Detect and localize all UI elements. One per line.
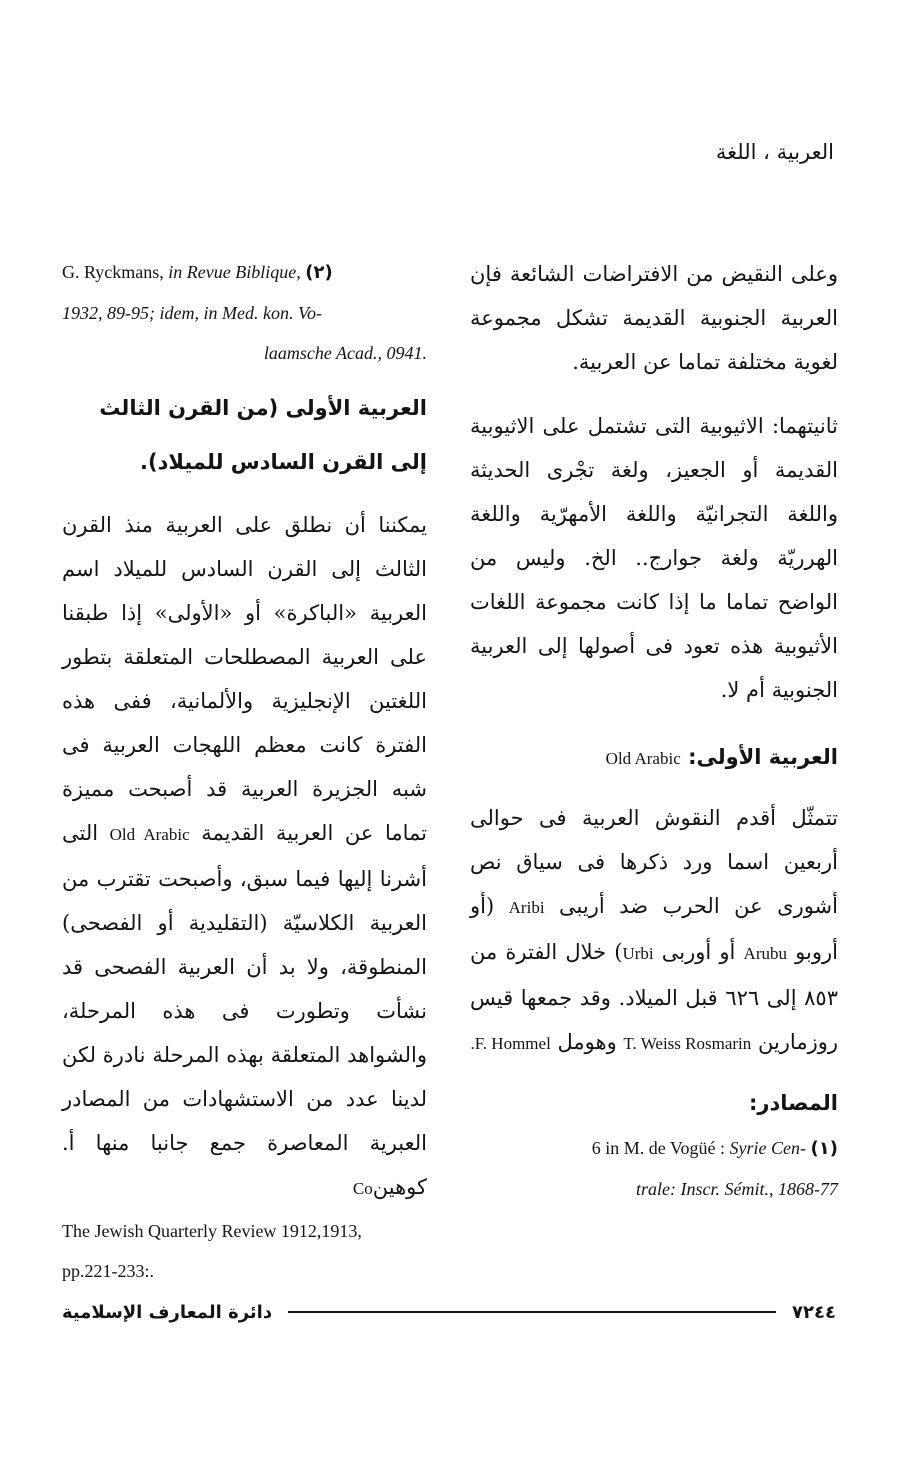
- term-english: Arubu: [743, 944, 787, 963]
- text-run: أو أوربى: [661, 940, 736, 964]
- section-heading: العربية الأولى (من القرن الثالث إلى القرن السادس للميلاد).: [99, 396, 427, 474]
- term-english: Co: [352, 1179, 373, 1198]
- heading-english: Old Arabic: [605, 749, 681, 768]
- text-run: تتمثّل أقدم النقوش العربية فى حوالى أربعين اسما ورد ذكرها فى سياق نص أشورى عن الحرب ضد أريبى: [470, 806, 838, 918]
- text-run: ) خلال الفترة من ٨٥٣ إلى ٦٢٦ قبل الميلاد. وقد جمعها قيس روزمارين: [470, 940, 838, 1054]
- reference-line: pp.221-233:.: [62, 1261, 154, 1281]
- heading-arabic: العربية الأولى:: [688, 745, 838, 769]
- sources-heading: المصادر:: [748, 1091, 838, 1115]
- paragraph: ثانيتهما: الاثيوبية التى تشتمل على الاثيوبية القديمة أو الجعيز، ولغة تجْرى الحديثة واللغة التجرانيّة واللغة الأمهرّية واللغة الهرريّة ولغة جوارج.. الخ. وليس من الواضح تماما ما إذا كانت مجموعة اللغات الأثيوبية هذه تعود فى أصولها إلى العربية الجنوبية أم لا.: [470, 414, 838, 702]
- paragraph: [62, 503, 427, 1211]
- section-heading: [470, 732, 838, 784]
- term-english: Aribi: [508, 898, 545, 917]
- term-english: F. Hommel.: [470, 1034, 551, 1053]
- footnote-citation: G. Ryckmans,: [62, 262, 169, 282]
- footnote-title: in Revue Biblique,: [168, 262, 301, 282]
- footnote-continuation: laamsche Acad., 0941.: [263, 343, 427, 363]
- page-footer: [62, 1297, 836, 1327]
- term-english: T. Weiss Rosmarin: [623, 1034, 752, 1053]
- publication-title: دائرة المعارف الإسلامية: [62, 1301, 273, 1323]
- footnote-number: (٢): [305, 262, 333, 283]
- footnote-title: Syrie Cen-: [729, 1138, 807, 1158]
- footnote-continuation: trale: Inscr. Sémit., 1868-77: [636, 1179, 838, 1199]
- footnote: [470, 1128, 838, 1169]
- footnote-citation: 6 in M. de Vogüé :: [591, 1138, 730, 1158]
- text-run: (أو أروبو: [470, 894, 838, 964]
- reference-line: The Jewish Quarterly Review 1912,1913,: [62, 1221, 362, 1241]
- right-column: [470, 252, 838, 1209]
- footer-rule: [288, 1311, 776, 1313]
- footnote: [62, 252, 427, 293]
- footnote-text: [592, 1138, 806, 1158]
- paragraph: [470, 796, 838, 1066]
- text-run: وهومل: [557, 1030, 617, 1054]
- running-header: العربية ، اللغة: [715, 140, 834, 164]
- paragraph: وعلى النقيض من الافتراضات الشائعة فإن العربية الجنوبية القديمة تشكل مجموعة لغوية مختلفة تماما عن العربية.: [470, 262, 838, 374]
- term-english: Urbi: [622, 944, 654, 963]
- page-number: ٧٢٤٤: [792, 1301, 836, 1323]
- term-english: Old Arabic: [109, 825, 190, 844]
- footnote-number: (١): [810, 1138, 838, 1159]
- text-run: التى أشرنا إليها فيما سبق، وأصبحت تقترب من العربية الكلاسيّة (التقليدية أو الفصحى) المنطوقة، ولا بد أن العربية الفصحى قد نشأت وتطورت فى هذه المرحلة، والشواهد المتعلقة بهذه المرحلة نادرة لكن لدينا عدد من الاستشهادات من المصادر العبرية المعاصرة جمع جانبا منها أ. كوهين: [62, 821, 427, 1199]
- left-column: [62, 252, 427, 1291]
- footnote-continuation: 1932, 89-95; idem, in Med. kon. Vo-: [62, 303, 322, 323]
- text-run: يمكننا أن نطلق على العربية منذ القرن الثالث إلى القرن السادس للميلاد اسم العربية «الباكرة» أو «الأولى» إذا طبقنا على العربية المصطلحات المتعلقة بتطور اللغتين الإنجليزية والألمانية، ففى هذه الفترة كانت معظم اللهجات العربية فى شبه الجزيرة العربية قد أصبحت مميزة تماما عن العربية القديمة: [62, 513, 427, 845]
